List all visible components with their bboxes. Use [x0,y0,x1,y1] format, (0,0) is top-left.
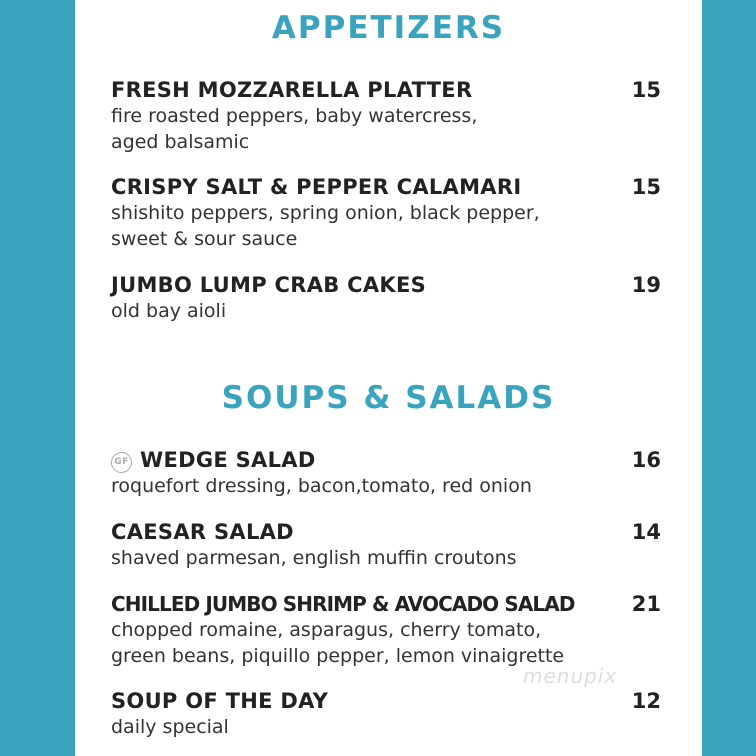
section-title-appetizers: APPETIZERS [271,10,506,46]
section-title-soups-salads: SOUPS & SALADS [221,380,556,416]
item-description [111,200,611,252]
item-price: 14 [631,520,661,544]
menu-item-wedge-salad [111,447,671,499]
item-description [111,617,611,669]
item-description [111,545,611,571]
item-name: CAESAR SALAD [111,520,294,544]
item-description-line: shaved parmesan, english muffin croutons [111,547,517,569]
item-description [111,473,611,499]
item-description [111,298,611,324]
menu-item-crab-cakes [111,272,671,324]
item-name: FRESH MOZZARELLA PLATTER [111,78,473,102]
item-description-line: shishito peppers, spring onion, black pepper, [111,202,540,224]
menu-item-shrimp-avocado-salad [111,591,671,669]
menu-item-fresh-mozzarella-platter [111,77,671,155]
menu-item-caesar-salad [111,519,671,571]
item-description-line: roquefort dressing, bacon,tomato, red onion [111,475,532,497]
item-name: CHILLED JUMBO SHRIMP & AVOCADO SALAD [111,592,575,616]
menu-page [75,0,702,756]
item-name: SOUP OF THE DAY [111,689,329,713]
gluten-free-icon: GF [111,452,132,473]
item-price: 12 [631,689,661,713]
item-name: JUMBO LUMP CRAB CAKES [111,273,427,297]
watermark: menupix [523,664,618,688]
menu-item-crispy-calamari [111,174,671,252]
item-description [111,103,611,155]
item-description-line: green beans, piquillo pepper, lemon vinaigrette [111,645,565,667]
item-description-line: sweet & sour sauce [111,228,298,250]
item-description-line: fire roasted peppers, baby watercress, [111,105,478,127]
item-name: WEDGE SALAD [140,448,316,472]
item-price: 15 [631,175,661,199]
menu-item-soup-of-the-day [111,688,671,740]
item-price: 21 [631,592,661,616]
item-name-row [111,447,671,473]
item-description-line: aged balsamic [111,131,250,153]
item-name: CRISPY SALT & PEPPER CALAMARI [111,175,522,199]
item-price: 15 [631,78,661,102]
item-price: 19 [631,273,661,297]
item-price: 16 [631,448,661,472]
item-description [111,714,611,740]
item-description-line: chopped romaine, asparagus, cherry tomato, [111,619,542,641]
item-description-line: daily special [111,716,229,738]
item-description-line: old bay aioli [111,300,227,322]
